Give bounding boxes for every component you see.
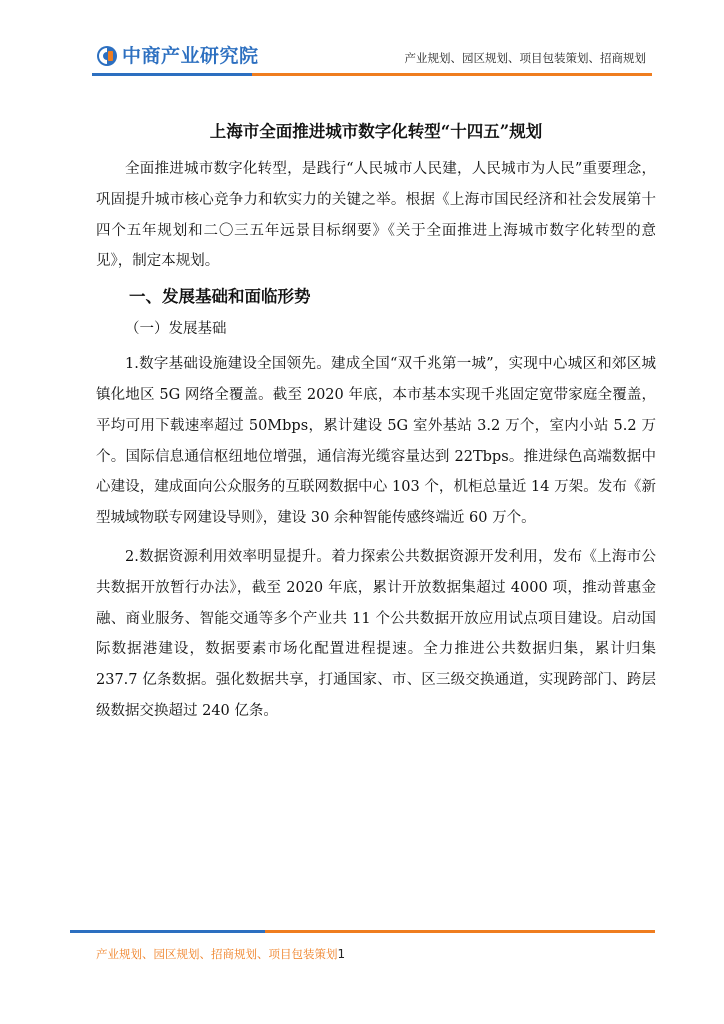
footer-tagline-text: 产业规划、园区规划、招商规划、项目包装策划: [96, 947, 338, 961]
brand-name: 中商产业研究院: [122, 44, 259, 67]
header-tagline: 产业规划、园区规划、项目包装策划、招商规划: [404, 51, 646, 65]
page-number: 1: [337, 947, 346, 961]
section-heading: 一、发展基础和面临形势: [129, 287, 311, 307]
document-title: 上海市全面推进城市数字化转型“十四五”规划: [209, 122, 543, 141]
footer-tagline: [96, 946, 345, 962]
subsection-heading: （一）发展基础: [125, 321, 227, 338]
page-header: [0, 0, 724, 80]
brand-logo: [96, 42, 259, 70]
intro-paragraph: 全面推进城市数字化转型，是践行“人民城市人民建，人民城市为人民”重要理念，巩固提升城市核心竞争力和软实力的关键之举。根据《上海市国民经济和社会发展第十四个五年规划和二〇三五年远景目标纲要》《关于全面推进上海城市数字化转型的意见》，制定本规划。: [96, 161, 656, 270]
page-footer: [0, 930, 724, 990]
header-divider: [92, 73, 652, 76]
document-body: [96, 118, 656, 727]
paragraph-2: 2.数据资源利用效率明显提升。着力探索公共数据资源开发利用，发布《上海市公共数据开放暂行办法》，截至 2020 年底，累计开放数据集超过 4000 项，推动普惠金融、商业服务、智能交通等多个产业共 11 个公共数据开放应用试点项目建设。启动国际数据港建设，数据要素市场化配置进程提速。全力推进公共数据归集，累计归集 237.7 亿条数据。强化数据共享，打通国家、市、区三级交换通道，实现跨部门、跨层级数据交换超过 240 亿条。: [96, 548, 656, 719]
footer-divider: [70, 930, 655, 933]
paragraph-1: 1.数字基础设施建设全国领先。建成全国“双千兆第一城”，实现中心城区和郊区城镇化地区 5G 网络全覆盖。截至 2020 年底，本市基本实现千兆固定宽带家庭全覆盖，平均可用下载速率超过 50Mbps，累计建设 5G 室外基站 3.2 万个，室内小站 5.2 万个。国际信息通信枢纽地位增强，通信海光缆容量达到 22Tbps。推进绿色高端数据中心建设，建成面向公众服务的互联网数据中心 103 个，机柜总量近 14 万架。发布《新型城域物联专网建设导则》，建设 30 余种智能传感终端近 60 万个。: [96, 356, 656, 527]
brand-logo-icon: [96, 45, 118, 67]
